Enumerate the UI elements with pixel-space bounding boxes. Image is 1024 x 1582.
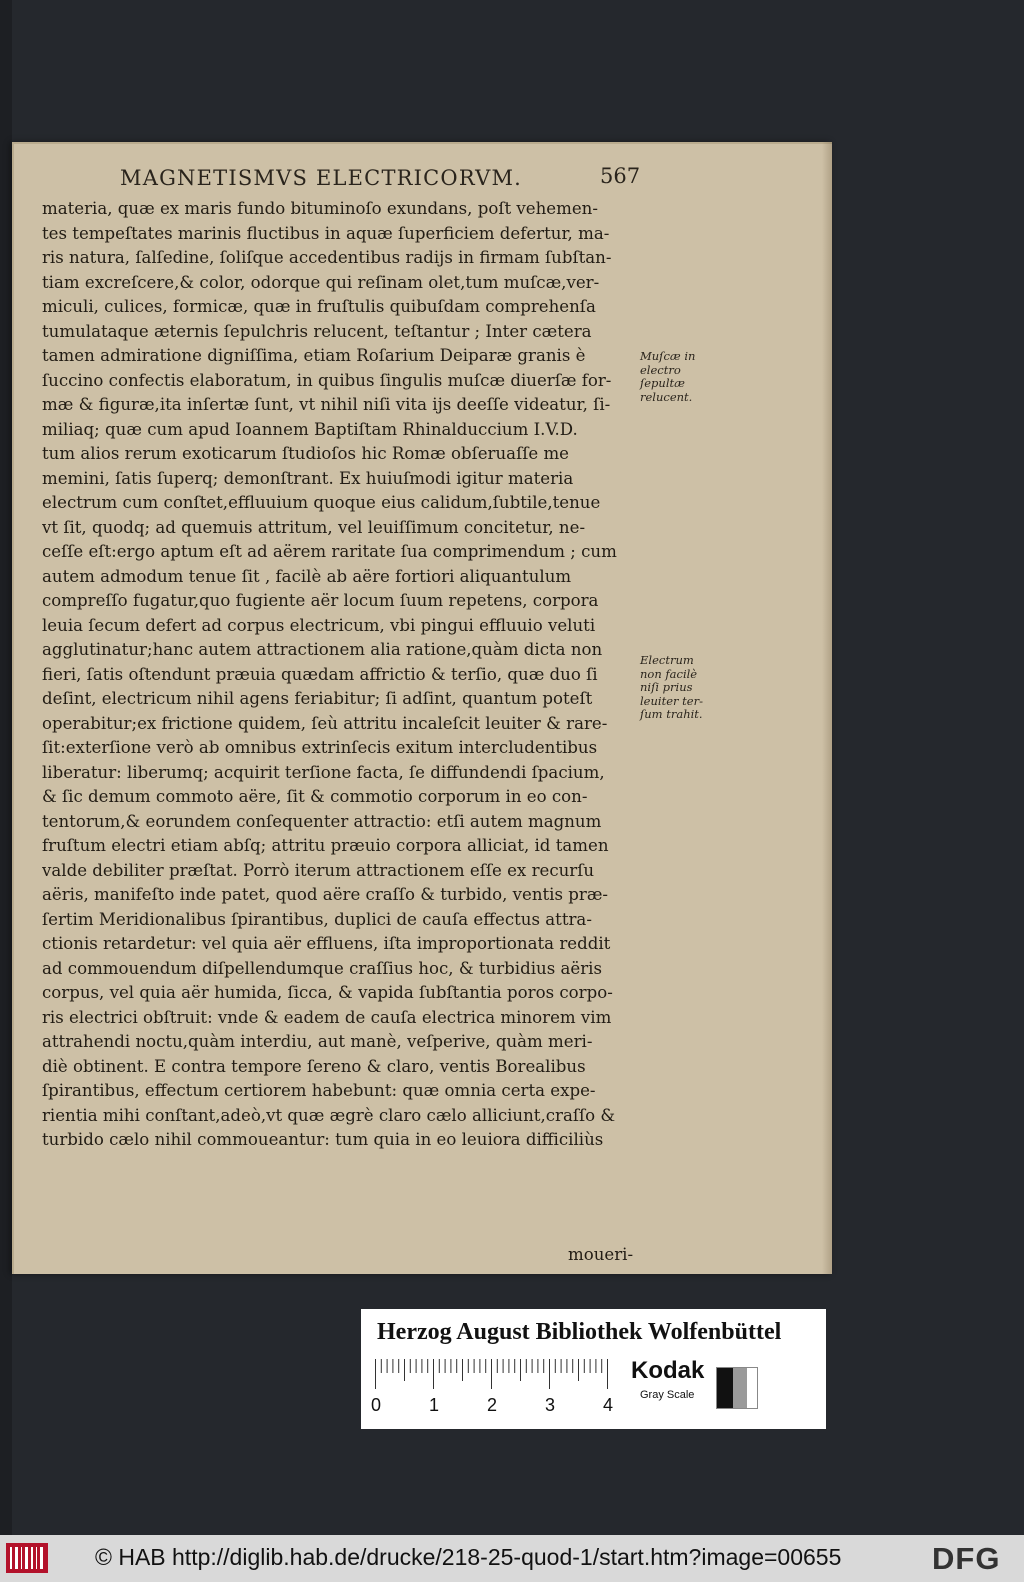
library-color-card	[361, 1309, 826, 1429]
scale-tick	[584, 1359, 585, 1373]
text-line: tiam excreſcere,& color, odorque qui reſinam olet,tum muſcæ,ver-	[42, 272, 600, 292]
text-line: corpus, vel quia aër humida, ſicca, & vapida ſubſtantia poros corpo-	[42, 983, 613, 1002]
text-line: electrum cum conſtet,effluuium quoque eius calidum,ſubtile,tenue	[42, 493, 601, 512]
scale-tick	[503, 1359, 504, 1373]
gray-scale-patch	[716, 1367, 758, 1409]
text-line: ctionis retardetur: vel quia aër effluens, iſta improportionata reddit	[42, 934, 611, 953]
body-text	[42, 197, 644, 1153]
text-line: tumulataque æternis ſepulchris relucent, teſtantur ; Inter cætera	[42, 321, 592, 341]
scale-tick	[404, 1359, 405, 1381]
running-head: MAGNETISMVS ELECTRICORVM.	[120, 166, 523, 190]
scale-tick	[456, 1359, 457, 1373]
text-line: tes tempeſtates marinis fluctibus in aquæ ſuperficiem defertur, ma-	[42, 223, 610, 243]
barcode-icon	[6, 1543, 48, 1573]
scale-tick	[439, 1359, 440, 1373]
text-line: ſpirantibus, effectum certiorem habebunt: quæ omnia certa expe-	[42, 1081, 596, 1100]
scale-tick	[462, 1359, 463, 1381]
scale-number: 1	[429, 1395, 440, 1415]
margin-note-flies	[640, 350, 695, 404]
margin-note-line: Electrum	[640, 653, 694, 667]
text-line: autem admodum tenue ſit , facilè ab aëre fortiori aliquantulum	[42, 566, 572, 586]
scale-tick	[375, 1359, 376, 1389]
scale-tick	[537, 1359, 538, 1373]
scale-tick	[578, 1359, 579, 1381]
text-line: leuia ſecum defert ad corpus electricum, vbi pingui effluuio veluti	[42, 615, 596, 635]
text-line: mæ & figuræ,ita inſertæ ſunt, vt nihil niſi vita ijs deeſſe videatur, ſi-	[42, 395, 611, 414]
footer-bar	[0, 1535, 1024, 1582]
text-line: memini, ſatis ſuperq; demonſtrant. Ex huiuſmodi igitur materia	[42, 468, 574, 488]
book-spine-edge	[0, 0, 12, 1535]
text-line: tentorum,& eorundem conſequenter attractio: etſi autem magnum	[42, 811, 602, 831]
scale-tick	[520, 1359, 521, 1381]
footer-copyright-url: © HAB http://diglib.hab.de/drucke/218-25-quod-1/start.htm?image=00655	[95, 1544, 842, 1570]
scale-tick	[433, 1359, 434, 1389]
scale-tick	[543, 1359, 544, 1373]
scale-tick	[595, 1359, 596, 1373]
scale-tick	[526, 1359, 527, 1373]
page-number: 567	[600, 164, 641, 188]
scale-tick	[561, 1359, 562, 1373]
text-line: & ſic demum commoto aëre, ſit & commotio corporum in eo con-	[42, 787, 588, 806]
dfg-logo: DFG	[932, 1541, 1001, 1576]
scale-number: 2	[487, 1395, 498, 1415]
scale-tick	[601, 1359, 602, 1373]
text-line: fieri, ſatis oſtendunt præuia quædam affrictio & terſio, quæ duo ſi	[42, 664, 598, 684]
gray-scale-label: Gray Scale	[640, 1389, 695, 1401]
scale-tick	[485, 1359, 486, 1373]
text-line: ſit:exterſione verò ab omnibus extrinſecis exitum intercludentibus	[42, 738, 598, 757]
scale-tick	[450, 1359, 451, 1373]
text-line: compreſſo fugatur,quo fugiente aër locum ſuum repetens, corpora	[42, 591, 599, 610]
scale-tick	[549, 1359, 550, 1389]
text-line: turbido cælo nihil commoueantur: tum quia in eo leuiora difficiliùs	[42, 1130, 604, 1149]
text-line: valde debiliter præſtat. Porrò iterum attractionem eſſe ex recurſu	[42, 860, 595, 880]
margin-note-line: non facilè	[640, 666, 698, 681]
scale-numbers	[371, 1395, 625, 1419]
margin-note-line: leuiter ter-	[640, 693, 703, 708]
scale-tick	[387, 1359, 388, 1373]
scale-tick	[508, 1359, 509, 1373]
catchword: moueri-	[568, 1245, 634, 1264]
library-name: Herzog August Bibliothek Wolfenbüttel	[377, 1319, 782, 1345]
text-line: ad commouendum diſpellendumque craſſius hoc, & turbidius aëris	[42, 958, 602, 978]
text-line: tum alios rerum exoticarum ſtudioſos hic Romæ obſeruaſſe me	[42, 444, 570, 463]
scale-tick	[479, 1359, 480, 1373]
text-line: fruſtum electri etiam abſq; attritu præuio corpora alliciat, id tamen	[42, 836, 609, 855]
scale-tick	[572, 1359, 573, 1373]
scale-number: 0	[371, 1395, 382, 1415]
text-line: diè obtinent. E contra tempore ſereno & claro, ventis Borealibus	[42, 1056, 586, 1076]
scale-tick	[532, 1359, 533, 1373]
text-line: ris electrici obſtruit: vnde & eadem de cauſa electrica minorem vim	[42, 1007, 612, 1027]
scale-tick	[607, 1359, 608, 1389]
scale-tick	[555, 1359, 556, 1373]
scale-ticks	[375, 1359, 615, 1389]
margin-note-line: ſum trahit.	[640, 707, 703, 721]
scale-tick	[514, 1359, 515, 1373]
scale-tick	[590, 1359, 591, 1373]
scale-tick	[445, 1359, 446, 1373]
text-line: rientia mihi conſtant,adeò,vt quæ ægrè claro cælo alliciunt,craſſo &	[42, 1105, 616, 1125]
text-line: attrahendi noctu,quàm interdiu, aut manè, veſperive, quàm meri-	[42, 1032, 593, 1051]
margin-note-line: Muſcæ in	[640, 349, 696, 363]
text-line: aëris, manifeſto inde patet, quod aëre craſſo & turbido, ventis præ-	[42, 885, 609, 904]
text-line: deſint, electricum nihil agens feriabitur; ſi adſint, quantum poteſt	[42, 689, 593, 708]
text-line: miliaq; quæ cum apud Ioannem Baptiſtam Rhinalduccium I.V.D.	[42, 419, 578, 439]
scale-tick	[416, 1359, 417, 1373]
text-line: vt ſit, quodq; ad quemuis attritum, vel leuiſſimum concitetur, ne-	[42, 517, 586, 537]
margin-note-line: electro	[640, 362, 681, 377]
text-line: ſertim Meridionalibus ſpirantibus, duplici de cauſa effectus attra-	[42, 909, 592, 929]
book-page	[12, 142, 832, 1274]
scale-tick	[468, 1359, 469, 1373]
margin-note-line: relucent.	[640, 389, 693, 404]
text-line: operabitur;ex frictione quidem, ſeù attritu incaleſcit leuiter & rare-	[42, 713, 608, 733]
text-line: agglutinatur;hanc autem attractionem alia ratione,quàm dicta non	[42, 640, 603, 659]
text-line: miculi, culices, formicæ, quæ in fruſtulis quibuſdam comprehenſa	[42, 297, 596, 316]
margin-note-line: ſepultæ	[640, 376, 685, 390]
margin-note-electrum	[640, 654, 703, 722]
text-line: ſuccino confectis elaboratum, in quibus ſingulis muſcæ diuerſæ for-	[42, 370, 612, 390]
text-line: materia, quæ ex maris fundo bituminoſo exundans, poſt vehemen-	[42, 199, 598, 218]
scale-tick	[566, 1359, 567, 1373]
text-line: ris natura, ſalſedine, ſoliſque accedentibus radijs in firmam ſubſtan-	[42, 248, 612, 267]
scale-tick	[421, 1359, 422, 1373]
margin-note-line: niſi prius	[640, 680, 693, 694]
text-line: liberatur: liberumq; acquirit terſione facta, ſe diffundendi ſpacium,	[42, 762, 605, 782]
scale-tick	[398, 1359, 399, 1373]
scale-number: 4	[603, 1395, 614, 1415]
text-line: ceſſe eſt:ergo aptum eſt ad aërem raritate ſua comprimendum ; cum	[42, 542, 617, 561]
scale-tick	[410, 1359, 411, 1373]
scale-tick	[474, 1359, 475, 1373]
scale-number: 3	[545, 1395, 556, 1415]
scale-tick	[392, 1359, 393, 1373]
scale-tick	[427, 1359, 428, 1373]
scale-tick	[497, 1359, 498, 1373]
scale-tick	[381, 1359, 382, 1373]
text-line: tamen admiratione digniſſima, etiam Roſarium Deiparæ granis è	[42, 346, 586, 365]
measure-scale	[375, 1359, 615, 1389]
kodak-brand: Kodak	[631, 1357, 705, 1384]
scale-tick	[491, 1359, 492, 1389]
